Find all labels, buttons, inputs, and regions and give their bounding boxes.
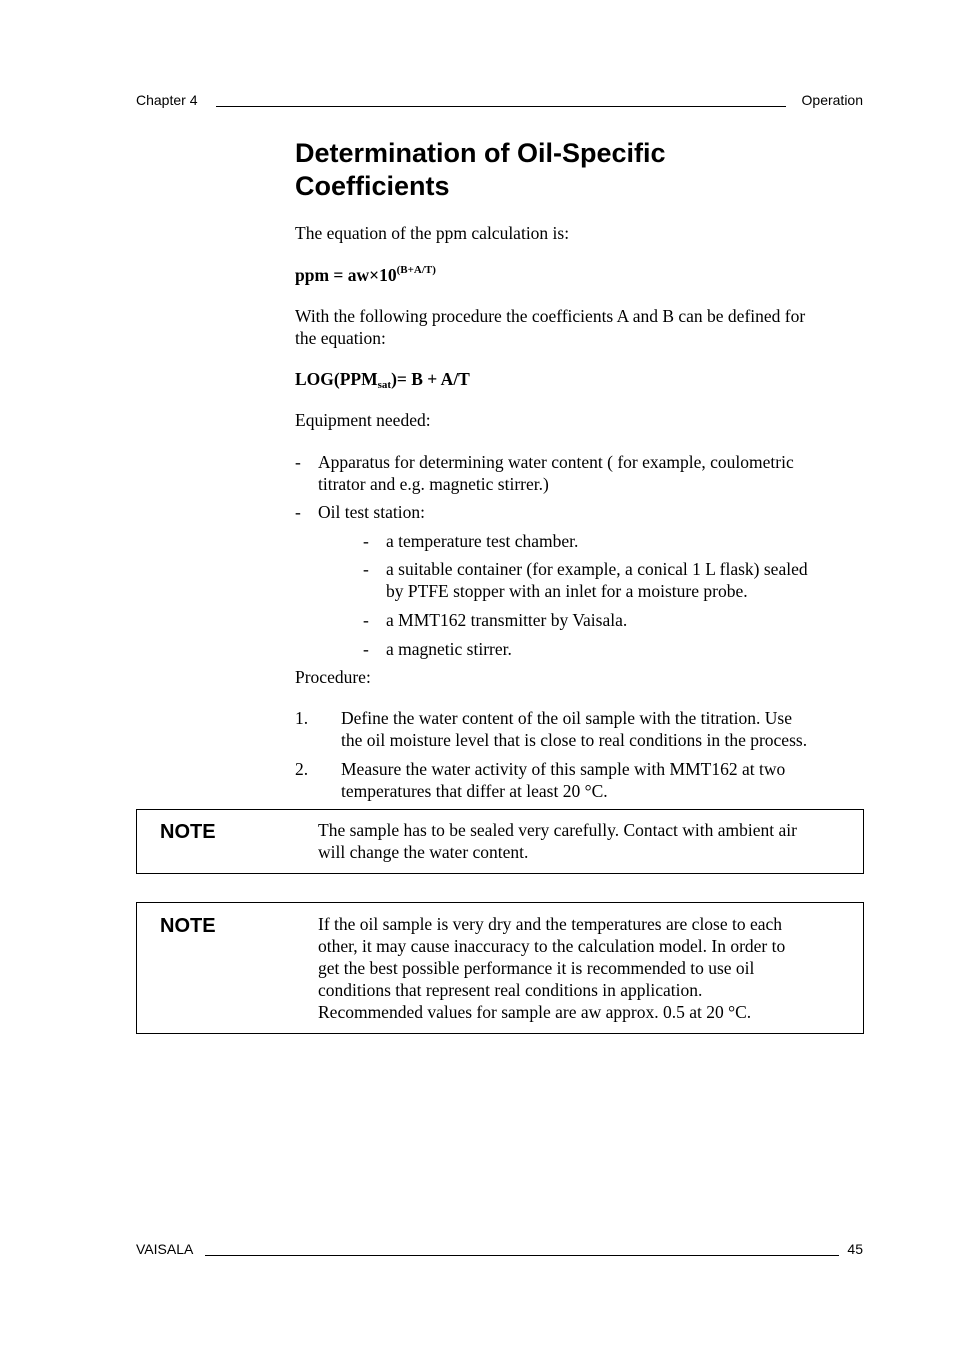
list-dash: - <box>295 452 301 472</box>
sublist-item-line: by PTFE stopper with an inlet for a moisture probe. <box>386 581 748 601</box>
equation-ppm <box>295 264 436 286</box>
step-line: Define the water content of the oil sample with the titration. Use <box>341 708 792 728</box>
list-item-line: Apparatus for determining water content ( for example, coulometric <box>318 452 794 472</box>
note-box <box>136 809 864 874</box>
page-number: 45 <box>847 1241 863 1257</box>
sublist-item: a magnetic stirrer. <box>386 639 512 659</box>
note-line: get the best possible performance it is recommended to use oil <box>318 958 755 978</box>
footer-rule <box>205 1255 839 1256</box>
note-line: conditions that represent real conditions in application. <box>318 980 703 1000</box>
note-label: NOTE <box>160 821 216 843</box>
note-line: other, it may cause inaccuracy to the calculation model. In order to <box>318 936 786 956</box>
list-dash: - <box>295 502 301 522</box>
sublist-dash: - <box>363 559 369 579</box>
section-title-line1: Determination of Oil-Specific <box>295 138 666 168</box>
note-text <box>318 819 797 863</box>
equation-ppm-exponent: (B+A/T) <box>396 264 436 276</box>
step-number: 2. <box>295 759 309 779</box>
note-box <box>136 902 864 1034</box>
list-item-text: Oil test station: <box>318 502 425 522</box>
header-rule <box>216 106 786 107</box>
header-section: Operation <box>801 92 863 108</box>
step-number: 1. <box>295 708 309 728</box>
equation-log-subscript: sat <box>377 379 392 391</box>
equipment-label: Equipment needed: <box>295 410 431 430</box>
header-chapter: Chapter 4 <box>136 92 198 108</box>
step-line: the oil moisture level that is close to real conditions in the process. <box>341 730 808 750</box>
sublist-item: a temperature test chamber. <box>386 531 579 551</box>
procedure-label: Procedure: <box>295 667 371 687</box>
step-text <box>341 758 785 802</box>
list-item-line: titrator and e.g. magnetic stirrer.) <box>318 474 549 494</box>
equation-log-suffix: )= B + A/T <box>391 369 470 389</box>
coefficients-paragraph-line1: With the following procedure the coefficients A and B can be defined for <box>295 306 806 326</box>
sublist-item-line: a suitable container (for example, a conical 1 L flask) sealed <box>386 559 808 579</box>
step-text <box>341 707 807 751</box>
note-line: The sample has to be sealed very carefully. Contact with ambient air <box>318 820 797 840</box>
note-line: Recommended values for sample are aw approx. 0.5 at 20 °C. <box>318 1002 752 1022</box>
note-text <box>318 913 785 1023</box>
note-line: will change the water content. <box>318 842 529 862</box>
equation-log-prefix: LOG(PPM <box>295 369 378 389</box>
footer-brand: VAISALA <box>136 1241 194 1257</box>
list-item <box>295 451 301 473</box>
section-title-line2: Coefficients <box>295 171 450 201</box>
sublist-item <box>386 558 808 602</box>
coefficients-paragraph-line2: the equation: <box>295 328 386 348</box>
sublist-dash: - <box>363 610 369 630</box>
step-line: temperatures that differ at least 20 °C. <box>341 781 608 801</box>
sublist-dash: - <box>363 531 369 551</box>
intro-paragraph: The equation of the ppm calculation is: <box>295 223 570 243</box>
list-item-text <box>318 451 794 495</box>
equation-log <box>295 368 470 390</box>
equation-ppm-base: ppm = aw×10 <box>295 265 397 285</box>
sublist-dash: - <box>363 639 369 659</box>
step-line: Measure the water activity of this sample with MMT162 at two <box>341 759 786 779</box>
list-item <box>295 501 301 523</box>
sublist-item: a MMT162 transmitter by Vaisala. <box>386 610 628 630</box>
section-title <box>295 137 666 203</box>
note-label: NOTE <box>160 915 216 937</box>
coefficients-paragraph <box>295 305 805 349</box>
note-line: If the oil sample is very dry and the temperatures are close to each <box>318 914 783 934</box>
